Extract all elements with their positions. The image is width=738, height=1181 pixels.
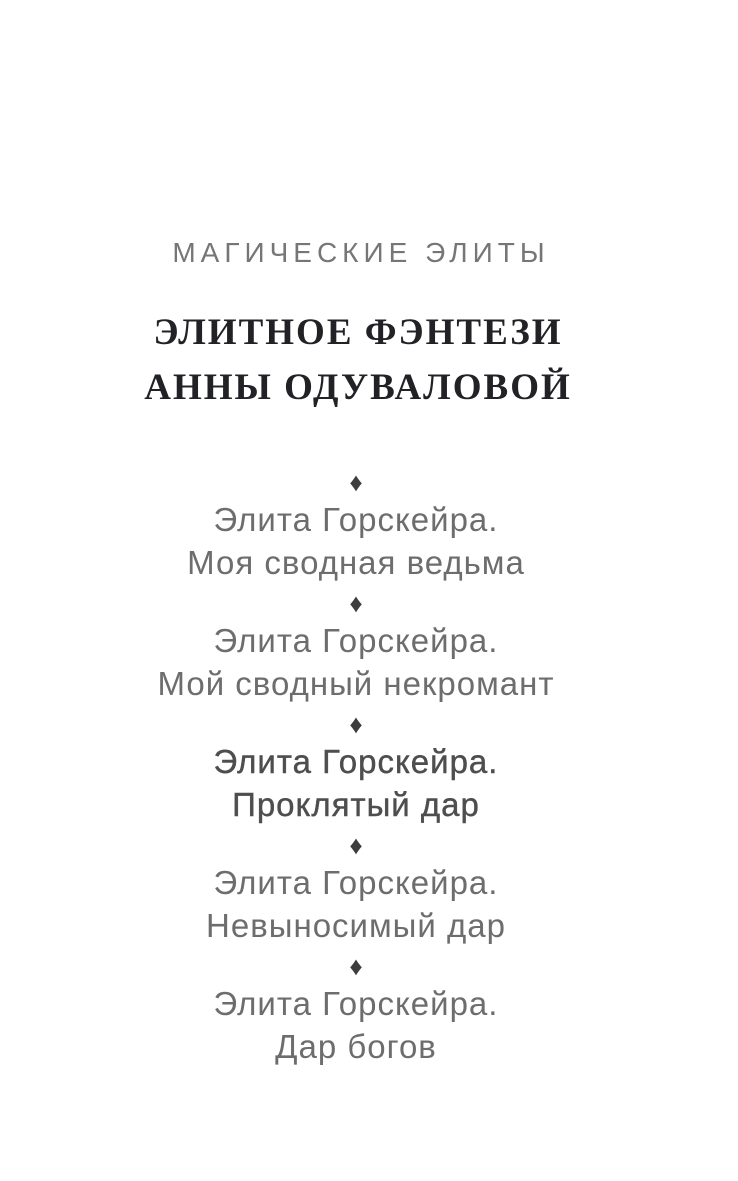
series-title-line1: ЭЛИТНОЕ ФЭНТЕЗИ: [153, 312, 563, 353]
book-title-line: Элита Горскейра.: [213, 864, 499, 901]
series-header: МАГИЧЕСКИЕ ЭЛИТЫ: [172, 237, 550, 268]
book-entry: [0, 466, 712, 584]
book-subtitle-line: Моя сводная ведьма: [187, 544, 525, 581]
book-title-line: Элита Горскейра.: [213, 743, 499, 780]
diamond-separator-icon: ♦: [349, 588, 363, 618]
book-entry: [0, 587, 712, 705]
book-entry-highlighted: [0, 708, 712, 826]
books-list: [0, 466, 712, 1071]
book-subtitle-line: Дар богов: [275, 1028, 437, 1065]
book-entry: [0, 829, 712, 947]
series-title-line2: АННЫ ОДУВАЛОВОЙ: [144, 367, 572, 408]
diamond-separator-icon: ♦: [349, 951, 363, 981]
book-title-line: Элита Горскейра.: [213, 985, 499, 1022]
book-subtitle-line: Проклятый дар: [232, 786, 480, 823]
diamond-separator-icon: ♦: [349, 830, 363, 860]
book-title-line: Элита Горскейра.: [213, 501, 499, 538]
diamond-separator-icon: ♦: [349, 709, 363, 739]
book-title-line: Элита Горскейра.: [213, 622, 499, 659]
book-subtitle-line: Мой сводный некромант: [157, 665, 555, 702]
diamond-separator-icon: ♦: [349, 467, 363, 497]
book-entry: [0, 950, 712, 1068]
book-subtitle-line: Невыносимый дар: [206, 907, 506, 944]
